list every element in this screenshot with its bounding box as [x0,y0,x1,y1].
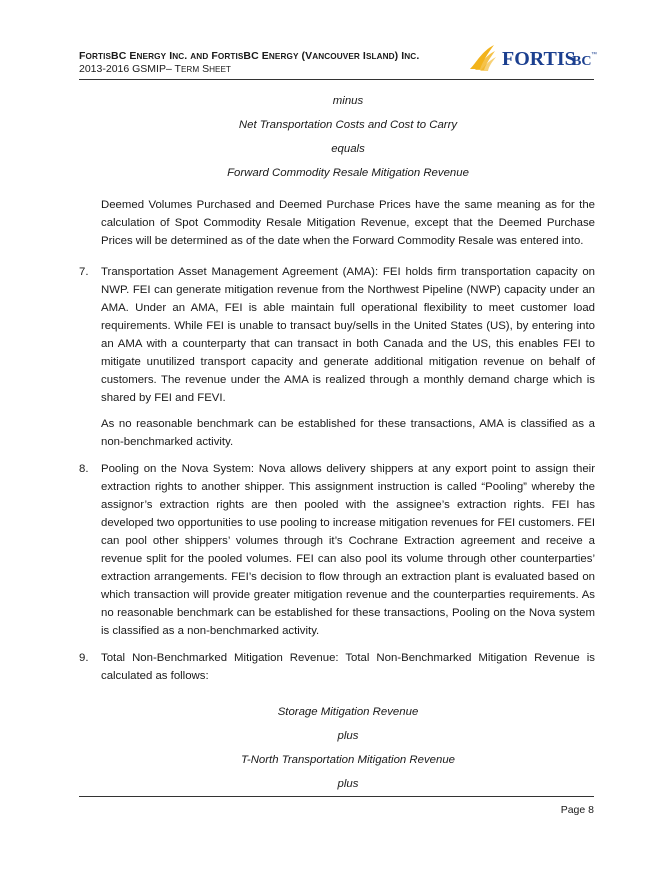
company-title-run: (V [298,50,313,62]
list-item-text: Total Non-Benchmarked Mitigation Revenue: Total Non-Benchmarked Mitigation Revenue is calculated as follows: [101,652,595,682]
company-title-run: . [184,50,191,62]
formula-line: plus [337,778,359,790]
company-title-run: I [166,50,173,62]
formula-line: minus [332,95,364,107]
company-title-run: NERGY [268,52,299,61]
company-title-run: ORTIS [217,52,244,61]
company-title-run: F [208,50,218,62]
logo-trademark: ™ [591,52,597,58]
company-title-run: BC E [243,50,269,62]
formula-line: T-North Transportation Mitigation Revenue [241,754,455,766]
company-title-run: BC E [111,50,137,62]
company-title-run: NC [172,52,185,61]
bottom-formula [101,703,595,793]
company-title-run: . [416,50,420,62]
fortisbc-logo [466,41,606,73]
company-title-run: I [359,50,366,62]
fortisbc-logo-graphic [466,41,606,73]
subtitle-run: S [199,63,210,75]
formula-line: equals [331,143,365,155]
list-item [79,649,595,685]
list-item [79,460,595,640]
document-body [79,92,595,793]
formula-line: Forward Commodity Resale Mitigation Revenue [227,167,469,179]
subtitle-run: 2013-2016 GSMIP– T [79,63,181,75]
list-number: 8. [79,463,89,475]
company-title-run: F [79,50,86,62]
logo-suffix: BC [572,54,592,69]
list-item-text: Pooling on the Nova System: Nova allows delivery shippers at any export point to assign their extraction rights to another shipper. This assignment instruction is called “Pooling” whereby the assignor’s extraction rights are then pooled with the assignee’s extraction rights. FEI has developed two opportunities to use pooling to increase mitigation revenues for FEI customers. FEI can pool other shippers’ volumes through it’s Cochrane Extraction agreement and receive a revenue split for the pooled volumes. FEI can also pool its volume through other counterparties’ extraction arrangements. FEI’s decision to flow through an extraction plant is evaluated based on which transaction will provide greater mitigation revenue and the counterparties requirements. As no reasonable benchmark can be established for these transactions, Pooling on the Nova system is classified as a non-benchmarked activity. [101,463,595,637]
formula-line: plus [337,730,359,742]
flame-icon [470,45,496,71]
company-title-run: NC [404,52,417,61]
company-title-run: SLAND [365,52,395,61]
logo-wordmark: FORTIS [502,48,576,70]
company-title-run: ANCOUVER [312,52,360,61]
header-divider [79,79,594,80]
formula-line: Storage Mitigation Revenue [277,706,419,718]
page-number: Page 8 [560,804,594,816]
list-number: 9. [79,652,89,664]
company-title-run: NERGY [136,52,167,61]
list-item-text: Transportation Asset Management Agreement (AMA): FEI holds firm transportation capacity on NWP. FEI can generate mitigation revenue from the Northwest Pipeline (NWP) capacity under an AMA. Under an AMA, FEI is able maintain full operational flexibility to meet customer load requirements. While FEI is unable to transact buy/sells in the United States (US), by entering into an AMA with a counterparty that can transact in both Canada and the US, this enables FEI to mitigate unutilized transport capacity and generate additional mitigation revenue on behalf of customers. The revenue under the AMA is realized through a monthly demand charge which is shared by FEI and FEVI. [101,266,595,404]
list-item-note: As no reasonable benchmark can be established for these transactions, AMA is classified as a non-benchmarked activity. [101,418,595,448]
list-item [79,263,595,451]
subtitle-run: HEET [209,65,231,74]
subtitle-run: ERM [180,65,200,74]
footer-divider [79,796,594,797]
top-formula [101,92,595,182]
formula-line: Net Transportation Costs and Cost to Carry [238,119,458,131]
company-title-run: ORTIS [85,52,112,61]
company-title-run: AND [190,52,209,61]
list-number: 7. [79,266,89,278]
deemed-paragraph: Deemed Volumes Purchased and Deemed Purchase Prices have the same meaning as for the calculation of Spot Commodity Resale Mitigation Revenue, except that the Deemed Purchase Prices will be determined as of the date when the Forward Commodity Resale was entered into. [101,199,595,247]
company-title-run: ) I [394,50,405,62]
